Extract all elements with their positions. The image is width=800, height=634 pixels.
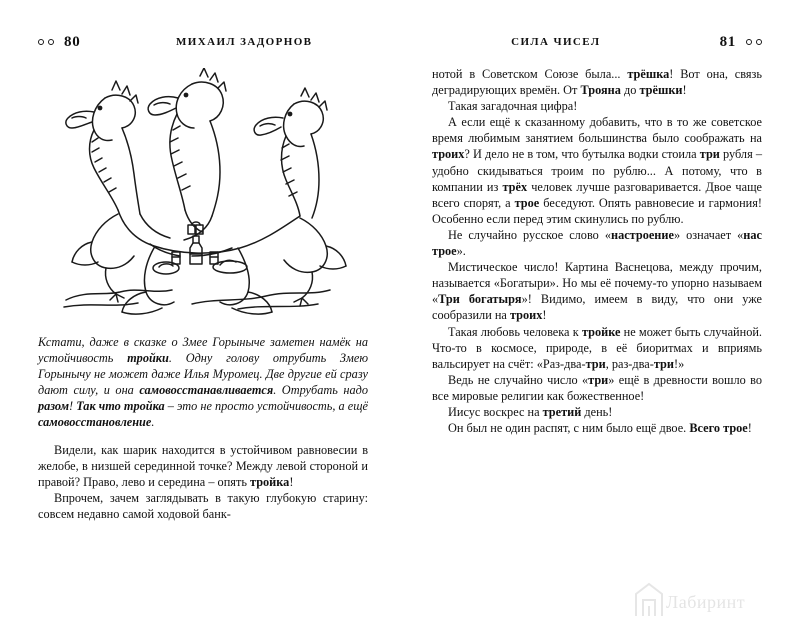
labirint-logo-watermark: [632, 580, 666, 620]
paragraph-vasnetsov: Мистическое число! Картина Васнецова, между прочим, называется «Богатыри». Но мы её почему-то упорно называем «Три богатыря»! Видимо, имеем в виду, что они уже сообразили на троих!: [432, 260, 762, 323]
running-title-right: СИЛА ЧИСЕЛ: [511, 36, 601, 48]
watermark-label: Лабиринт: [666, 592, 746, 612]
page-number-left: 80: [64, 33, 81, 50]
running-head-right: [402, 34, 762, 50]
left-page-body-text: [38, 334, 368, 522]
paragraph-banknote-bridge: Впрочем, зачем заглядывать в такую глубокую старину: совсем недавно самой ходовой банк-: [38, 490, 368, 521]
paragraph-treshka: нотой в Советском Союзе была... трёшка! Вот она, связь деградирующих времён. От Трояна до трёшки!: [432, 67, 762, 98]
decorative-dots-icon: [746, 39, 762, 45]
zmey-gorynych-three-headed-dragon-drawing: [42, 68, 360, 320]
running-title-left: МИХАИЛ ЗАДОРНОВ: [176, 36, 313, 48]
paragraph-ball-equilibrium: Видели, как шарик находится в устойчивом равновесии в желобе, в низшей серединной точке? Между левой стороной и правой? Право, лево и середина – опять тройка!: [38, 442, 368, 489]
paragraph-third-day: Иисус воскрес на третий день!: [448, 404, 613, 419]
running-head-left: [38, 34, 398, 50]
page-right: [432, 66, 762, 586]
paragraph-mysterious-digit: Такая загадочная цифра!: [448, 99, 578, 114]
paragraph-biorhythms: Такая любовь человека к тройке не может быть случайной. Что-то в космосе, природе, в её биоритмах и вприямь вальсирует на счёт: «Раз-два-три, раз-два-три!»: [432, 324, 762, 371]
page-number-right: 81: [719, 33, 736, 50]
paragraph-religions: Ведь не случайно число «три» ещё в древности вошло во все мировые религии как божественное!: [432, 372, 762, 403]
paragraph-soviet-three: А если ещё к сказанному добавить, что в то же советское время любимым занятием большинства было соображать на троих? И дело не в том, что бутылка водки стоила три рубля – удобно скидываться троим по рублю... А потому, что в компании из трёх человек лучше разговаривается. Двое чаще всего спорят, а трое беседуют. Опять равновесие и гармония! Особенно если перед этим скинулись по рублю.: [432, 115, 763, 226]
right-page-body-text: [432, 66, 762, 436]
decorative-dots-icon: [38, 39, 54, 45]
paragraph-italic-zmey: Кстати, даже в сказке о Змее Горыныче заметен намёк на устойчивость тройки. Одну голову отрубить Змею Горынычу не может даже Илья Муромец. Две другие ей сразу дают силу, и она самовосстанавливается. Отрубать надо разом! Так что тройка – это не просто устойчивость, а ещё самовосстановление.: [38, 335, 368, 430]
labirint-watermark: [632, 578, 782, 624]
paragraph-three-total: Он был не один распят, с ним было ещё двое. Всего трое!: [448, 421, 752, 436]
page-left: [38, 66, 368, 586]
paragraph-nastroenie: Не случайно русское слово «настроение» означает «нас трое».: [432, 227, 762, 259]
